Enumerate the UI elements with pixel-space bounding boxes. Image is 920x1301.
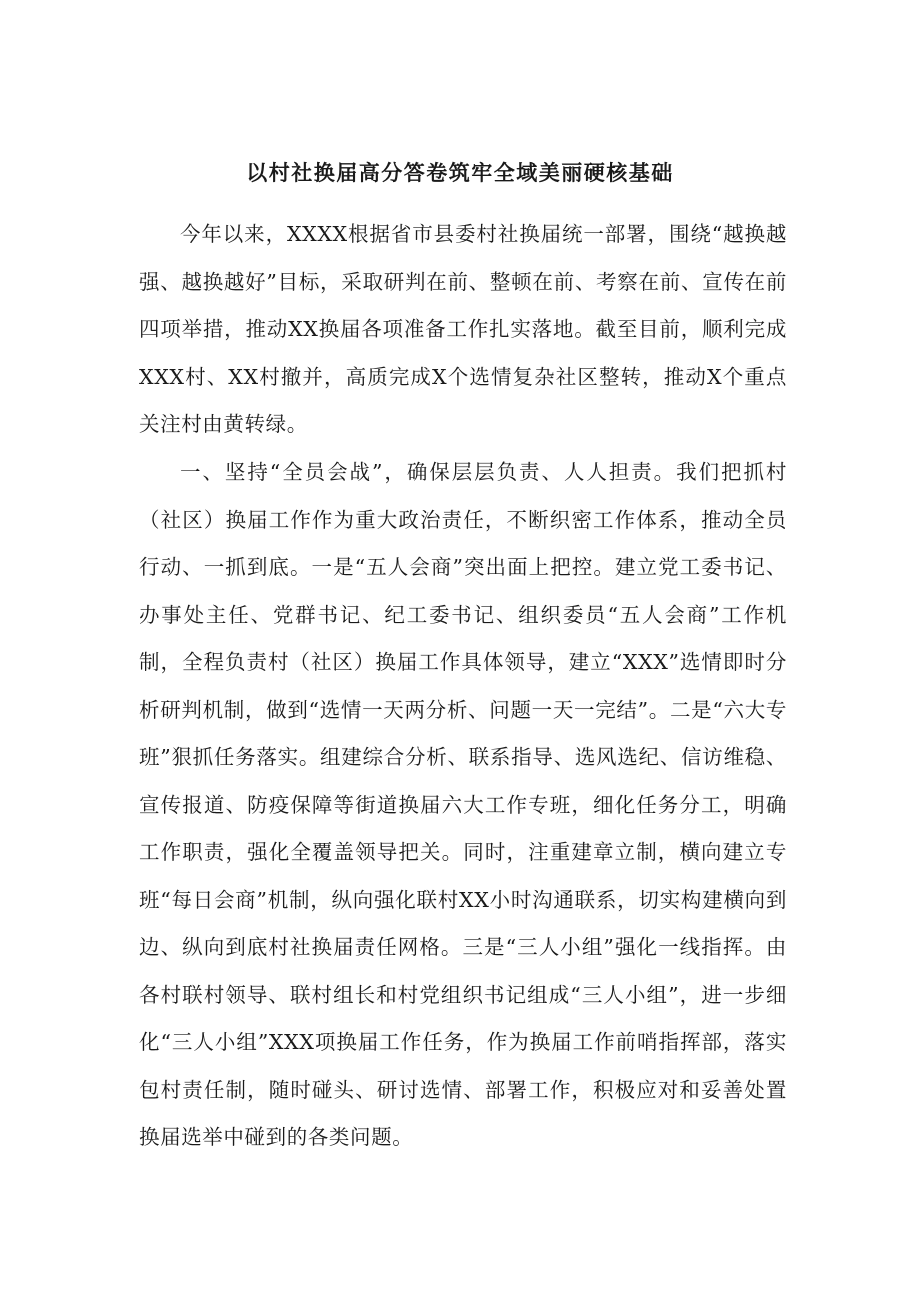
paragraph-section-one: 一、坚持“全员会战”，确保层层负责、人人担责。我们把抓村（社区）换届工作作为重大政治责任，不断织密工作体系，推动全员行动、一抓到底。一是“五人会商”突出面上把控。建立党工委书记、办事处主任、党群书记、纪工委书记、组织委员“五人会商”工作机制，全程负责村（社区）换届工作具体领导，建立“XXX”选情即时分析研判机制，做到“选情一天两分析、问题一天一完结”。二是“六大专班”狠抓任务落实。组建综合分析、联系指导、选风选纪、信访维稳、宣传报道、防疫保障等街道换届六大工作专班，细化任务分工，明确工作职责，强化全覆盖领导把关。同时，注重建章立制，横向建立专班“每日会商”机制，纵向强化联村XX小时沟通联系，切实构建横向到边、纵向到底村社换届责任网格。三是“三人小组”强化一线指挥。由各村联村领导、联村组长和村党组织书记组成“三人小组”，进一步细化“三人小组”XXX项换届工作任务，作为换届工作前哨指挥部，落实包村责任制，随时碰头、研讨选情、部署工作，积极应对和妥善处置换届选举中碰到的各类问题。: [139, 460, 787, 1149]
paragraph-intro: 今年以来，XXXX根据省市县委村社换届统一部署，围绕“越换越强、越换越好”目标，采取研判在前、整顿在前、考察在前、宣传在前四项举措，推动XX换届各项准备工作扎实落地。截至目前，顺利完成XXX村、XX村撤并，高质完成X个选情复杂社区整转，推动X个重点关注村由黄转绿。: [139, 222, 787, 436]
document-title: 以村社换届高分答卷筑牢全域美丽硬核基础: [246, 160, 674, 185]
